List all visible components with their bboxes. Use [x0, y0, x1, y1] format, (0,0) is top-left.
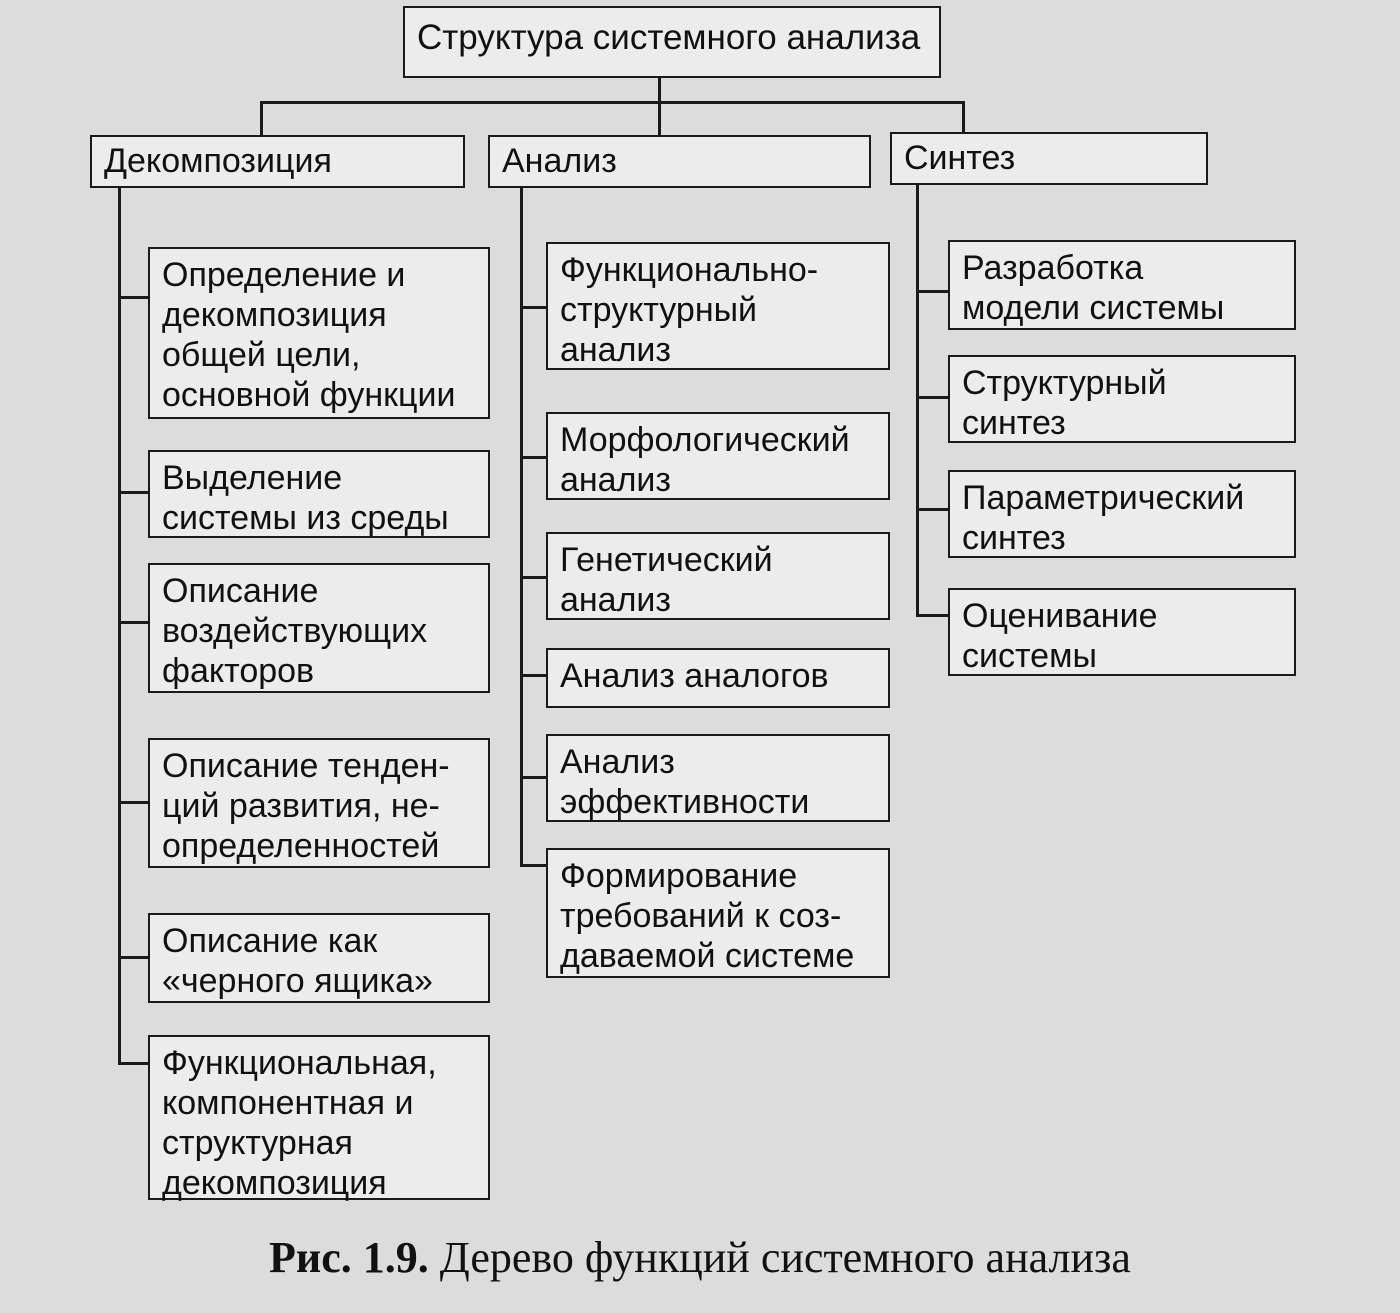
connector-synthesis — [962, 101, 965, 135]
decomposition-item: Определение и декомпозиция общей цели, основной функции — [148, 247, 490, 419]
decomposition-item: Описание воздействующих факторов — [148, 563, 490, 693]
analysis-item: Анализ аналогов — [546, 648, 890, 708]
synthesis-branch-4 — [916, 614, 950, 617]
synthesis-branch-2 — [916, 396, 950, 399]
analysis-item: Морфологический анализ — [546, 412, 890, 500]
branch-synthesis: Синтез — [890, 132, 1208, 185]
analysis-branch-1 — [520, 306, 548, 309]
root-node: Структура системного анализа — [403, 6, 941, 78]
analysis-branch-5 — [520, 776, 548, 779]
decomposition-item: Функциональная, компонентная и структурная декомпозиция — [148, 1035, 490, 1200]
root-connector — [658, 76, 661, 103]
decomposition-branch-3 — [118, 621, 150, 624]
synthesis-spine — [916, 182, 919, 616]
decomposition-spine — [118, 186, 121, 1064]
synthesis-item: Разработка модели системы — [948, 240, 1296, 330]
figure-caption — [0, 1232, 1400, 1283]
analysis-item: Анализ эффективности — [546, 734, 890, 822]
synthesis-item: Структурный синтез — [948, 355, 1296, 443]
figure-caption-label: Рис. 1.9. — [269, 1233, 429, 1282]
branch-decomposition: Декомпозиция — [90, 135, 465, 188]
decomposition-branch-1 — [118, 296, 150, 299]
analysis-branch-2 — [520, 456, 548, 459]
decomposition-item: Выделение системы из среды — [148, 450, 490, 538]
analysis-branch-4 — [520, 674, 548, 677]
decomposition-branch-4 — [118, 801, 150, 804]
synthesis-item: Параметрический синтез — [948, 470, 1296, 558]
analysis-item: Формирование требований к соз- даваемой системе — [546, 848, 890, 978]
connector-decomposition — [260, 101, 263, 137]
decomposition-item: Описание как «черного ящика» — [148, 913, 490, 1003]
synthesis-branch-3 — [916, 508, 950, 511]
decomposition-branch-2 — [118, 491, 150, 494]
synthesis-item: Оценивание системы — [948, 588, 1296, 676]
synthesis-branch-1 — [916, 290, 950, 293]
analysis-item: Функционально- структурный анализ — [546, 242, 890, 370]
decomposition-branch-5 — [118, 956, 150, 959]
analysis-spine — [520, 186, 523, 866]
connector-analysis — [658, 101, 661, 137]
decomposition-branch-6 — [118, 1062, 150, 1065]
figure-caption-text: Дерево функций системного анализа — [428, 1233, 1131, 1282]
branch-analysis: Анализ — [488, 135, 871, 188]
analysis-item: Генетический анализ — [546, 532, 890, 620]
decomposition-item: Описание тенден- ций развития, не- определенностей — [148, 738, 490, 868]
analysis-branch-3 — [520, 576, 548, 579]
top-bar — [260, 101, 964, 104]
analysis-branch-6 — [520, 864, 548, 867]
